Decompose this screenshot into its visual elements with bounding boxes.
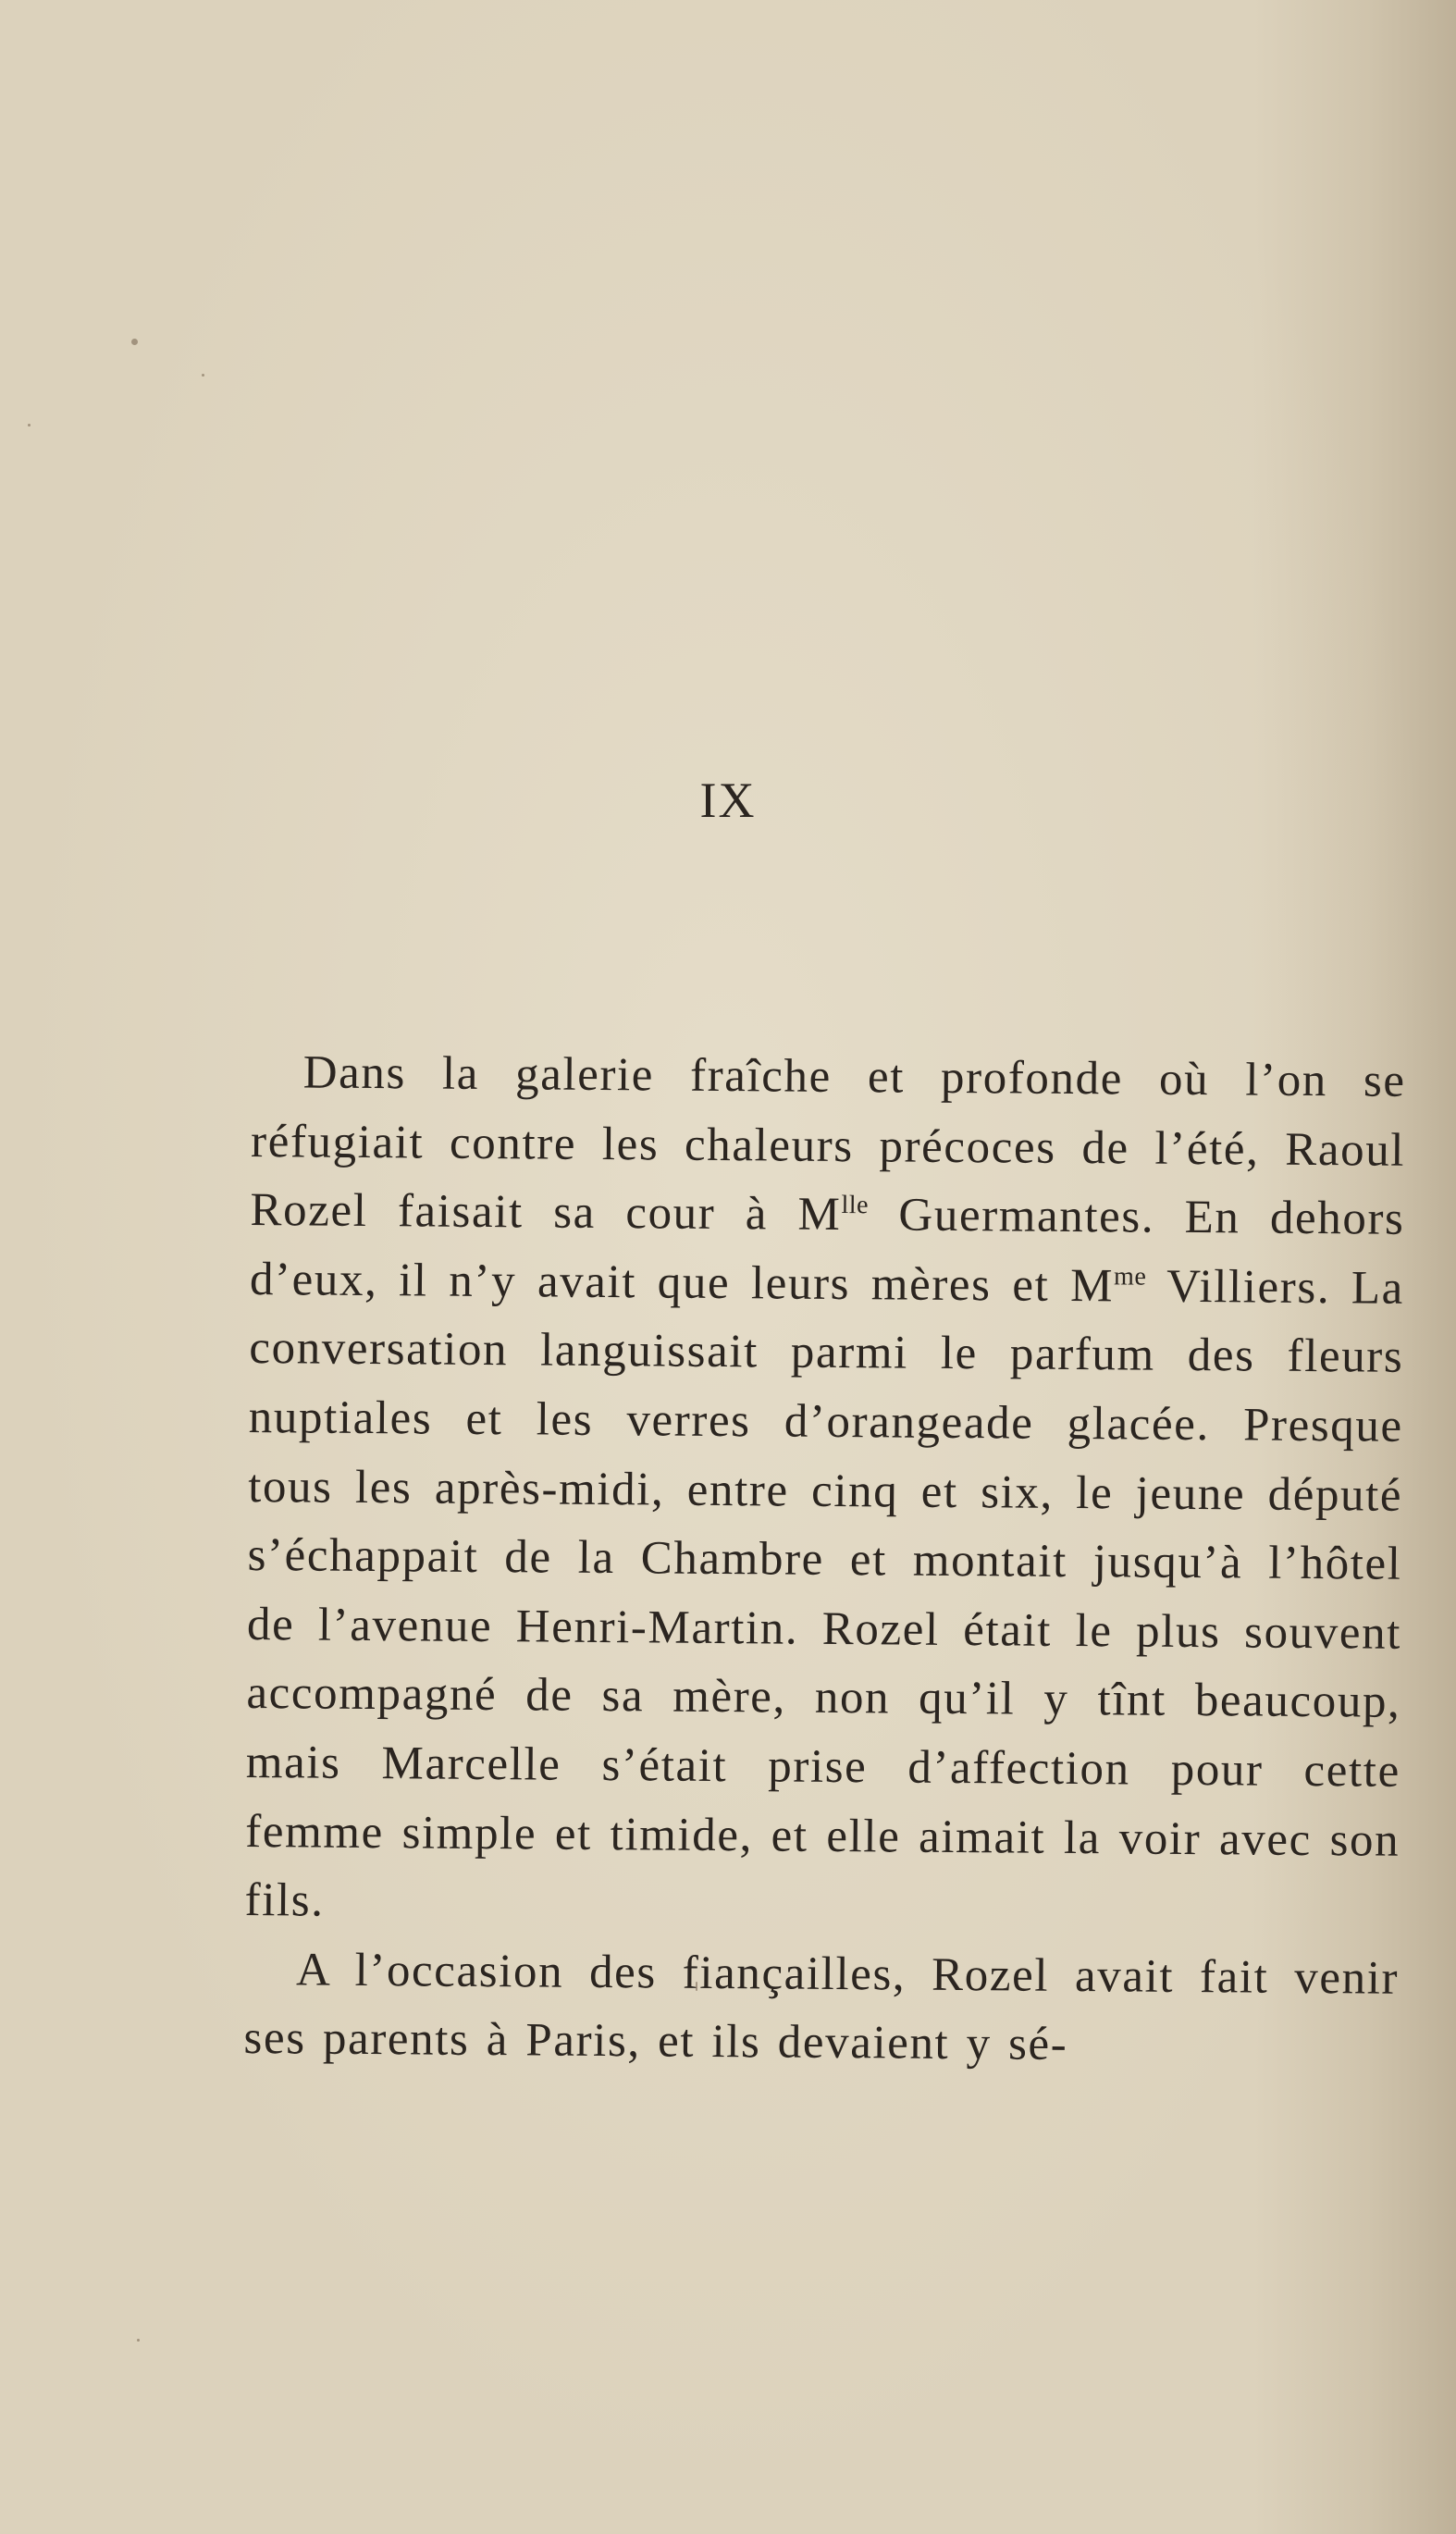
paper-speck xyxy=(137,2339,140,2342)
paper-speck xyxy=(28,424,31,426)
text-run: Villiers. La conversation languissait parmi le parfum des fleurs nuptiales et les verres d’orangeade glacée. Presque tous les après-midi, entre cinq et six, le jeune député s’échappait de la Chambre et montait jusqu’à l’hôtel de l’avenue Henri-Martin. Rozel était le plus souvent accompagné de sa mère, non qu’il y tînt beaucoup, mais Marcelle s’était prise d’affection pour cette femme simple et timide, et elle aimait la voir avec son fils. xyxy=(244,1260,1405,1927)
chapter-heading: IX xyxy=(699,773,757,828)
text-run: Dans la galerie fraîche et profonde où l’on se réfugiait contre les chaleurs précoces de l’été, Raoul Rozel faisait sa cour à M xyxy=(250,1046,1406,1242)
text-run: A l’occasion des fiançailles, Rozel avait fait venir ses parents à Paris, et ils devaient y sé- xyxy=(243,1944,1400,2071)
paper-speck xyxy=(131,339,138,345)
paragraph xyxy=(244,1038,1406,1944)
superscript-abbrev: me xyxy=(1113,1262,1147,1292)
body-text xyxy=(243,1038,1406,2083)
superscript-abbrev: lle xyxy=(841,1191,870,1220)
paper-speck xyxy=(202,374,204,377)
text-run: Guermantes. En dehors d’eux, il n’y avait que leurs mères et M xyxy=(249,1189,1405,1313)
paragraph xyxy=(243,1935,1399,2083)
